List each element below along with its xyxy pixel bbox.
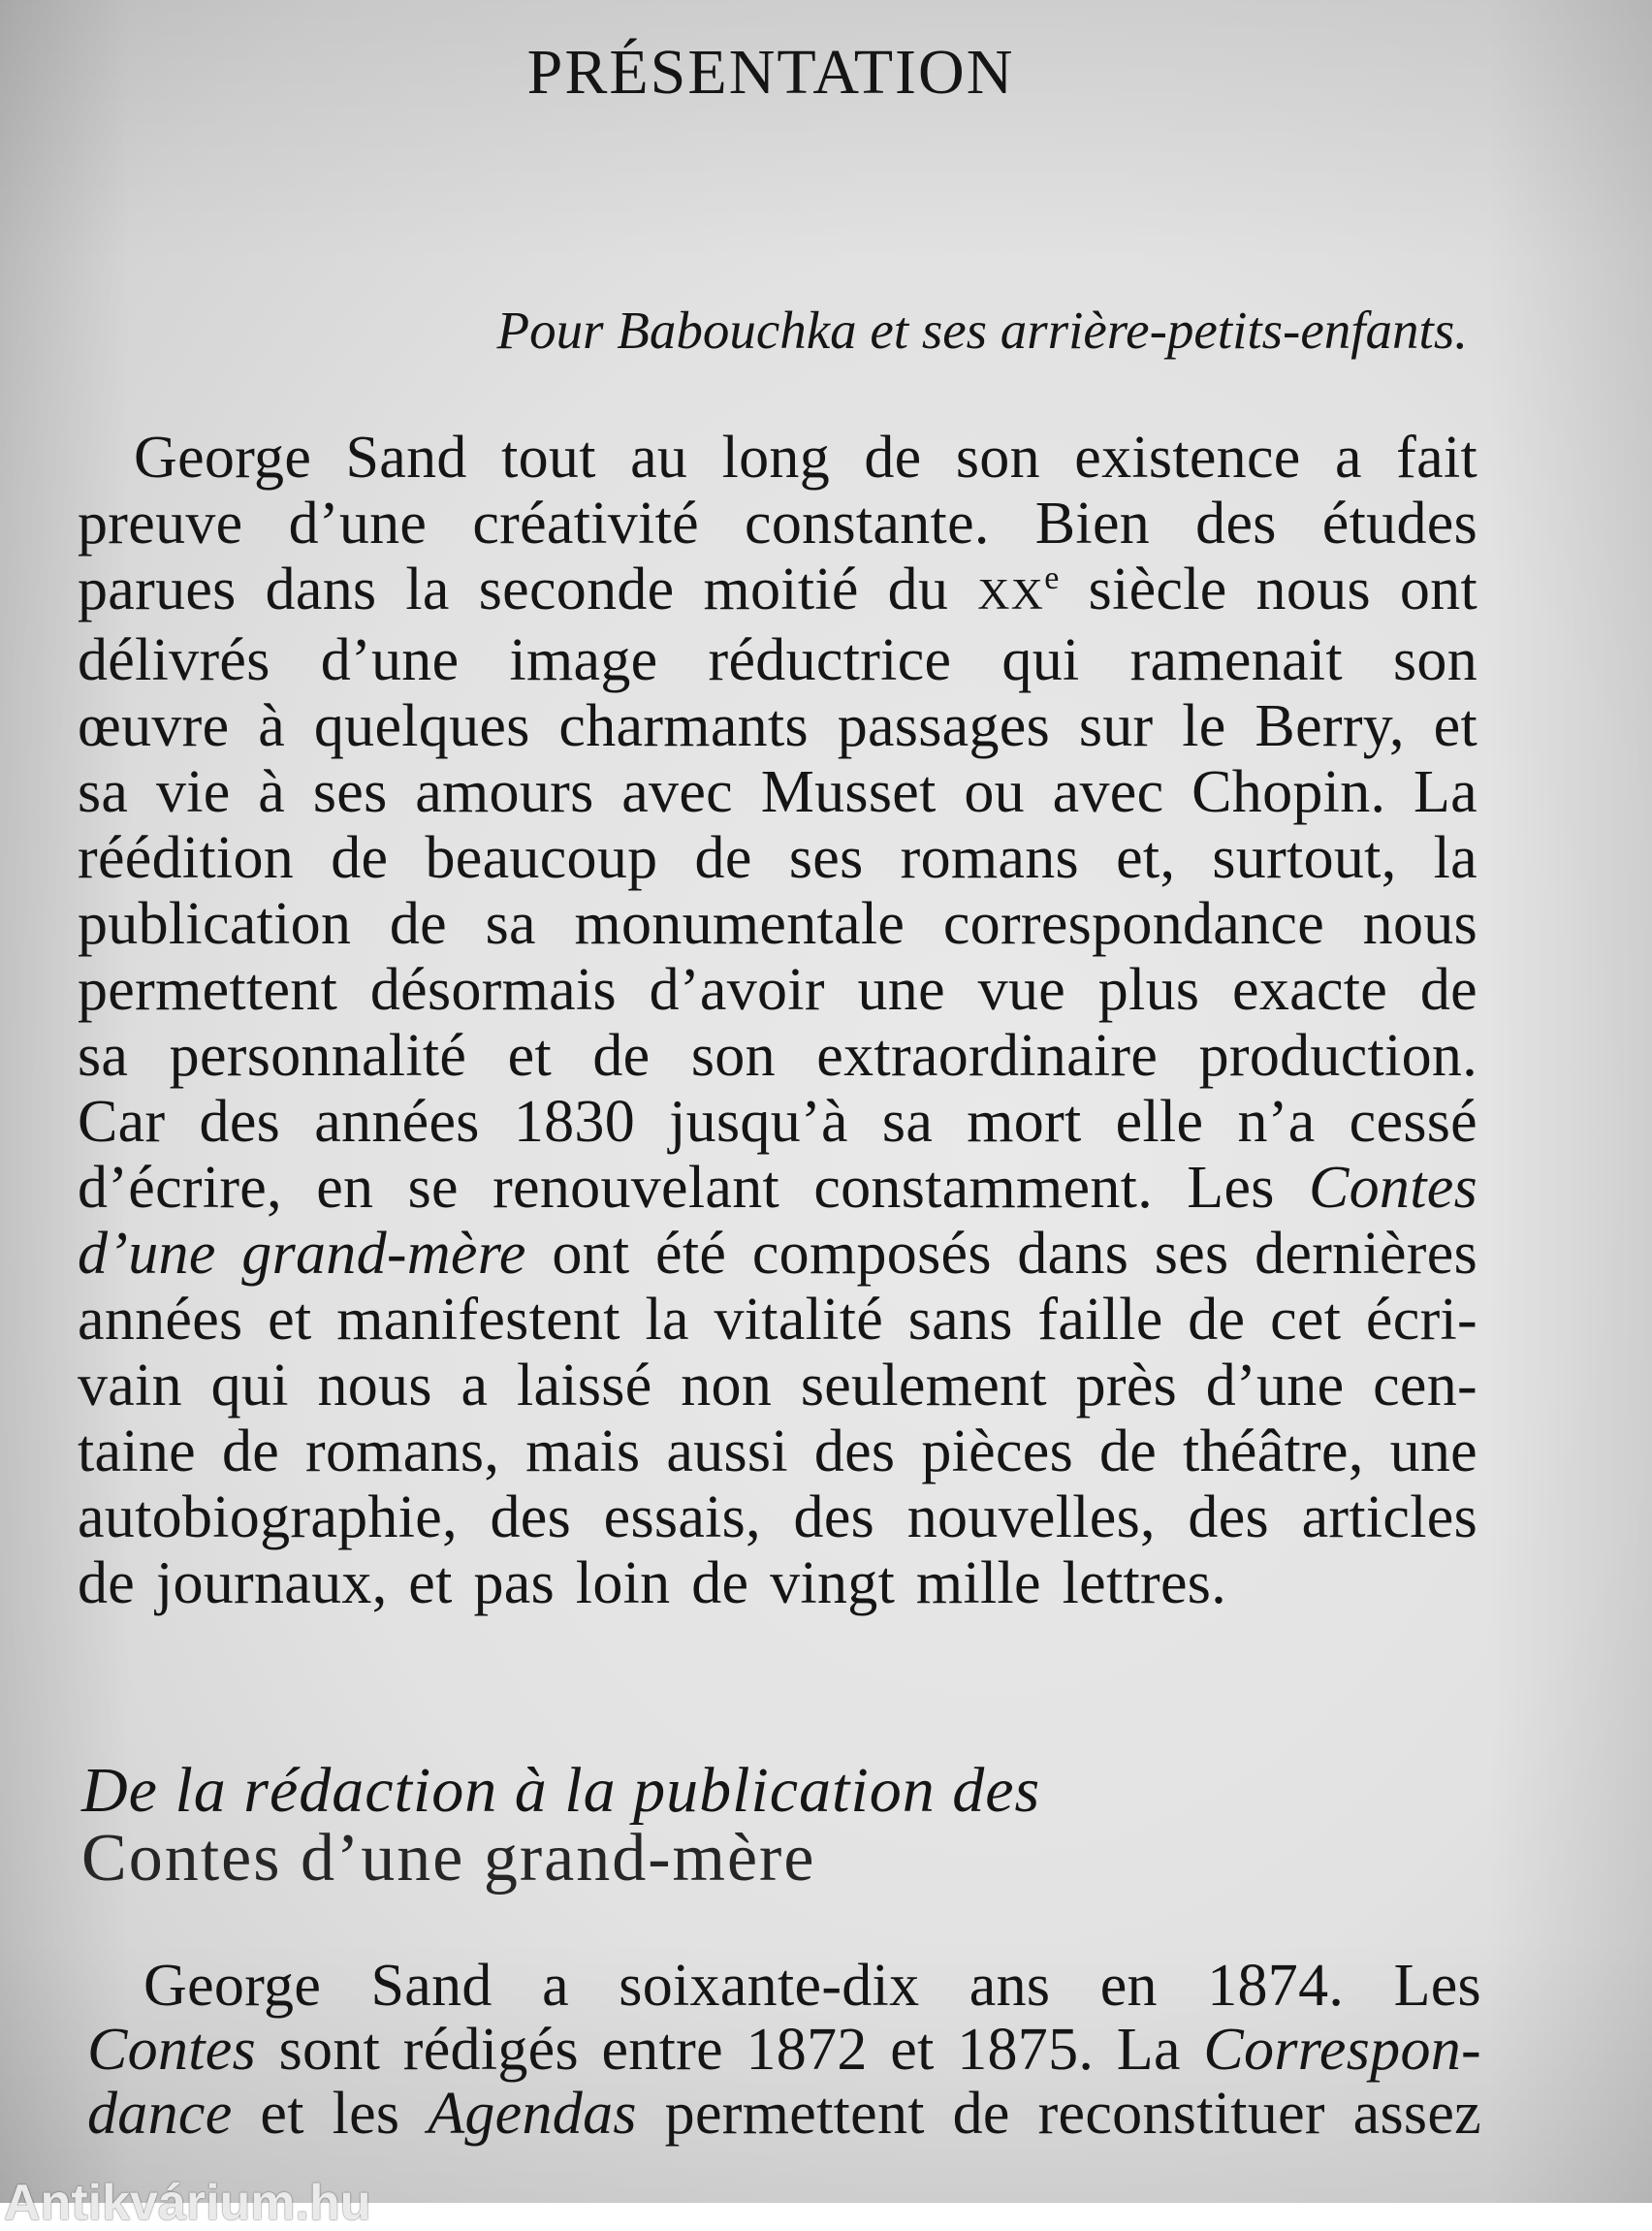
text-line	[87, 2018, 1481, 2082]
text-line	[78, 1287, 1477, 1353]
text-segment: permettent de reconstituer assez	[636, 2081, 1481, 2147]
text-segment: délivrés d’une image réductrice qui ramenait son	[78, 627, 1477, 693]
dedication: Pour Babouchka et ses arrière-petits-enfants.	[496, 301, 1468, 360]
superscript-text: e	[1044, 559, 1060, 596]
text-segment: sa personnalité et de son extraordinaire production.	[78, 1023, 1477, 1089]
paragraph-2	[87, 1954, 1481, 2146]
text-segment: siècle nous ont	[1059, 557, 1477, 622]
text-segment: et les	[232, 2081, 429, 2147]
text-line	[87, 1954, 1481, 2018]
text-segment: publication de sa monumentale correspondance nous	[78, 891, 1477, 957]
text-segment: George Sand a soixante-dix ans en 1874. Les	[143, 1953, 1481, 2019]
text-line	[78, 891, 1477, 957]
small-caps-text: XX	[977, 569, 1045, 619]
text-line	[78, 1155, 1477, 1221]
text-segment: vain qui nous a laissé non seulement près d’une cen-	[78, 1353, 1477, 1418]
section-heading	[81, 1755, 1041, 1896]
text-segment: preuve d’une créativité constante. Bien des études	[78, 491, 1477, 557]
text-segment: de journaux, et pas loin de vingt mille lettres.	[78, 1550, 1227, 1616]
text-segment: années et manifestent la vitalité sans faille de cet écri-	[78, 1287, 1477, 1353]
italic-text: d’une grand-mère	[78, 1221, 526, 1287]
text-segment: permettent désormais d’avoir une vue plus exacte de	[78, 957, 1477, 1023]
italic-text: dance	[87, 2081, 233, 2147]
text-line	[78, 1550, 1477, 1616]
text-line	[78, 1418, 1477, 1484]
section-heading-italic-line: De la rédaction à la publication des	[81, 1755, 1041, 1826]
text-line	[78, 627, 1477, 693]
watermark-text: Antikvárium.hu	[4, 2175, 371, 2231]
text-line	[78, 557, 1477, 627]
text-line	[78, 425, 1477, 491]
italic-text: Contes	[1308, 1155, 1477, 1221]
text-segment: œuvre à quelques charmants passages sur le Berry, et	[78, 693, 1477, 759]
text-segment: ont été composés dans ses dernières	[525, 1221, 1477, 1287]
text-line	[78, 491, 1477, 557]
text-segment: Car des années 1830 jusqu’à sa mort elle n’a cessé	[78, 1089, 1477, 1155]
text-line	[78, 693, 1477, 759]
text-segment: d’écrire, en se renouvelant constamment. Les	[78, 1155, 1309, 1221]
text-segment: George Sand tout au long de son existence a fait	[134, 425, 1477, 491]
text-segment: sa vie à ses amours avec Musset ou avec Chopin. La	[78, 759, 1477, 825]
watermark	[0, 2175, 407, 2231]
section-heading-title-line: Contes d’une grand-mère	[81, 1821, 816, 1896]
text-segment: réédition de beaucoup de ses romans et, surtout, la	[78, 825, 1477, 891]
text-segment: autobiographie, des essais, des nouvelles, des articles	[78, 1484, 1477, 1550]
page-title: PRÉSENTATION	[526, 37, 1015, 108]
text-line	[78, 957, 1477, 1023]
italic-text: Contes	[87, 2017, 257, 2083]
text-line	[78, 1023, 1477, 1089]
text-line	[78, 1221, 1477, 1287]
text-line	[87, 2082, 1481, 2146]
text-segment: sont rédigés entre 1872 et 1875. La	[256, 2017, 1204, 2083]
italic-text: Correspon-	[1203, 2017, 1481, 2083]
text-line	[78, 759, 1477, 825]
italic-text: Agendas	[428, 2081, 637, 2147]
text-line	[78, 825, 1477, 891]
text-segment: parues dans la seconde moitié du	[78, 557, 978, 622]
paragraph-1	[78, 425, 1477, 1616]
text-segment: taine de romans, mais aussi des pièces de théâtre, une	[78, 1418, 1477, 1484]
text-line	[78, 1353, 1477, 1418]
text-line	[78, 1089, 1477, 1155]
text-line	[78, 1484, 1477, 1550]
